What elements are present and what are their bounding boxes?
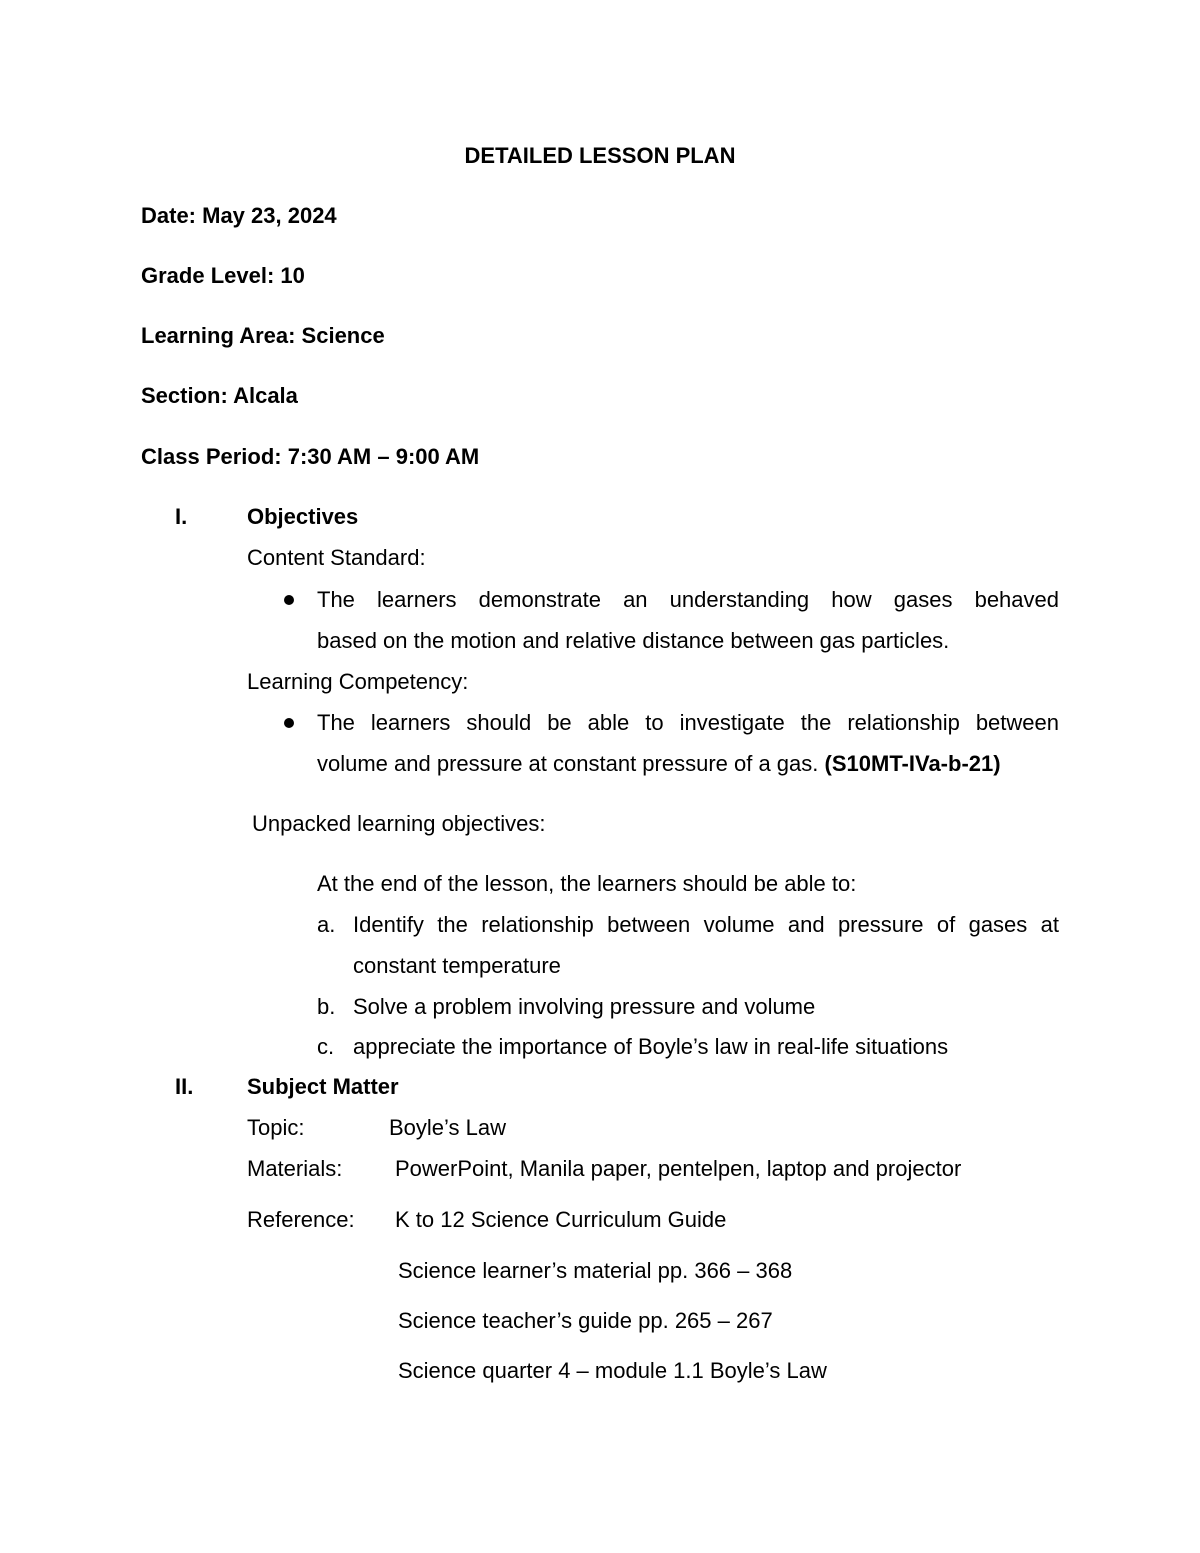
objectives-intro: At the end of the lesson, the learners should be able to: [317,871,857,896]
reference-item: Science quarter 4 – module 1.1 Boyle’s Law [398,1358,827,1383]
learning-competency-text-line2 [317,751,1001,777]
objective-marker-a: a. [317,912,336,937]
objective-a-line1: Identify the relationship between volume and pressure of gases at [353,912,1059,937]
date-line: Date: May 23, 2024 [141,203,337,228]
objective-marker-b: b. [317,994,336,1019]
objective-a-line2: constant temperature [353,953,561,978]
reference-item: Science teacher’s guide pp. 265 – 267 [398,1308,773,1333]
content-standard-text-line2: based on the motion and relative distance between gas particles. [317,628,950,653]
content-standard-text-line1: The learners demonstrate an understanding how gases behaved [317,587,1059,612]
reference-item: K to 12 Science Curriculum Guide [395,1207,727,1232]
section-line: Section: Alcala [141,383,298,408]
subject-matter-numeral: II. [175,1074,194,1099]
objective-b-text: Solve a problem involving pressure and volume [353,994,816,1019]
learning-area-line: Learning Area: Science [141,323,385,348]
grade-level-line: Grade Level: 10 [141,263,305,288]
reference-item: Science learner’s material pp. 366 – 368 [398,1258,793,1283]
competency-code: (S10MT-IVa-b-21) [824,751,1001,776]
bullet-icon [284,595,294,605]
objectives-numeral: I. [175,504,188,529]
unpacked-objectives-label: Unpacked learning objectives: [252,811,546,836]
topic-value: Boyle’s Law [389,1115,506,1140]
objective-c-text: appreciate the importance of Boyle’s law in real-life situations [353,1034,949,1059]
bullet-icon [284,718,294,728]
content-standard-label: Content Standard: [247,545,426,570]
class-period-line: Class Period: 7:30 AM – 9:00 AM [141,444,480,469]
subject-matter-heading: Subject Matter [247,1074,399,1099]
objective-marker-c: c. [317,1034,335,1059]
reference-label: Reference: [247,1207,355,1232]
topic-label: Topic: [247,1115,305,1140]
learning-competency-label: Learning Competency: [247,669,469,694]
learning-competency-text-line1: The learners should be able to investigate the relationship between [317,710,1059,735]
materials-value: PowerPoint, Manila paper, pentelpen, laptop and projector [395,1156,962,1181]
objectives-heading: Objectives [247,504,359,529]
materials-label: Materials: [247,1156,343,1181]
page-title: DETAILED LESSON PLAN [464,143,736,168]
learning-competency-text: volume and pressure at constant pressure of a gas. [317,751,819,776]
